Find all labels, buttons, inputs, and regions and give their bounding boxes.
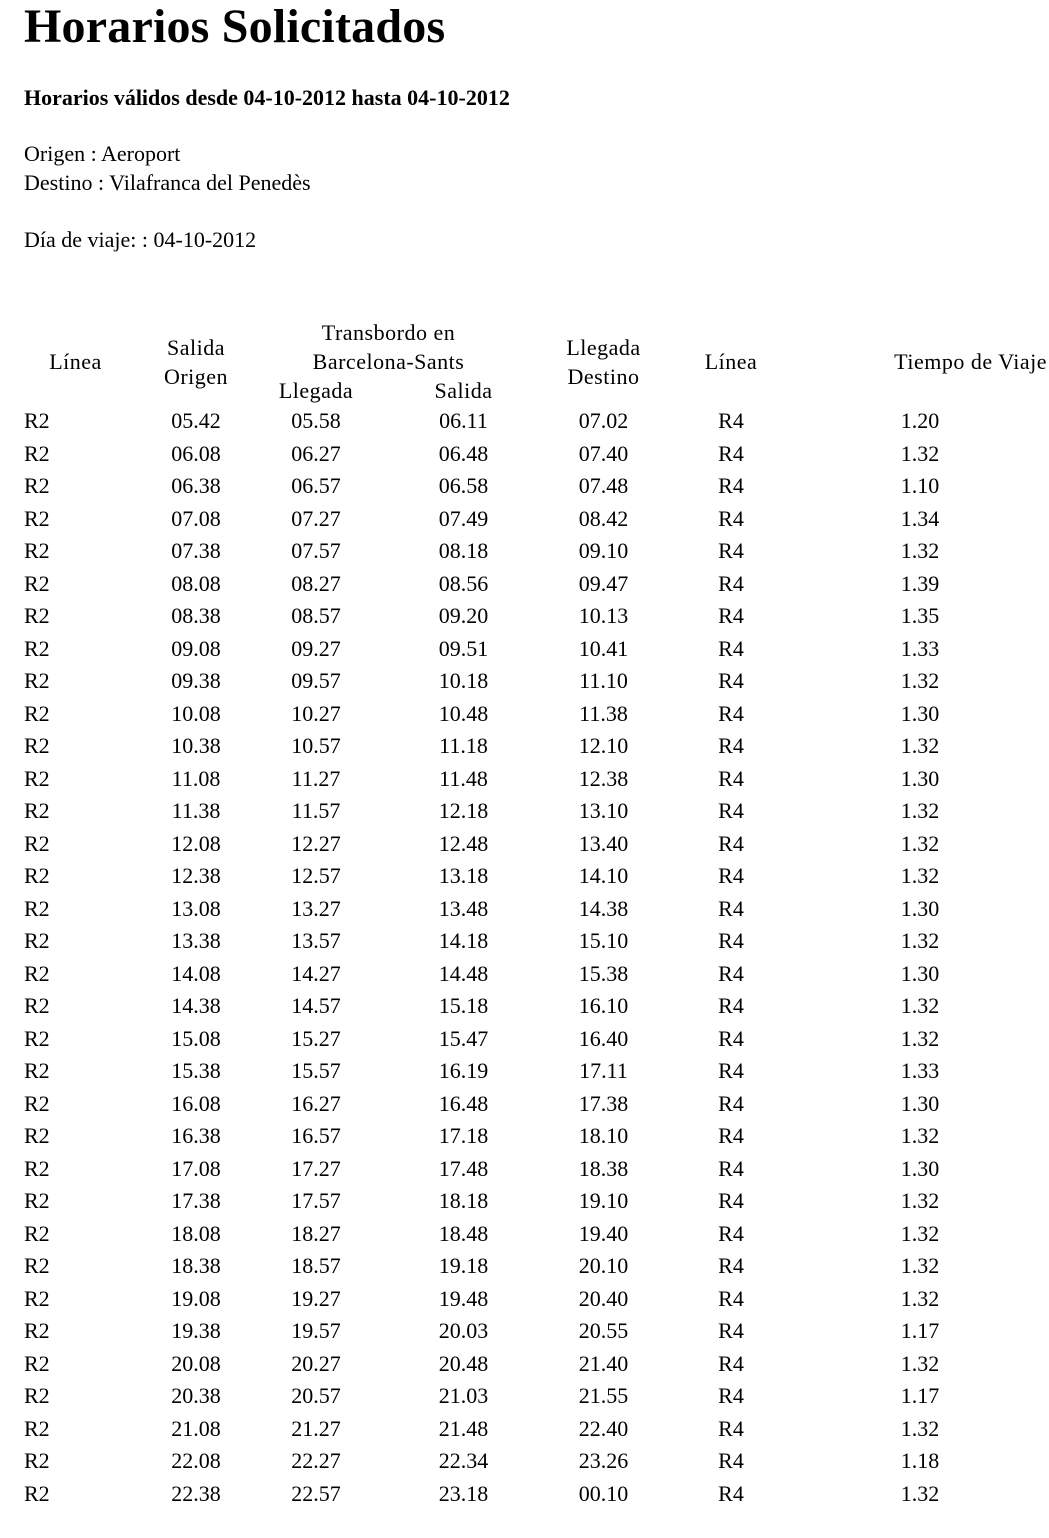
departure-origin-cell: 10.08: [171, 700, 221, 726]
travel-time-cell: 1.17: [900, 1318, 940, 1343]
transfer-departure-cell: 10.48: [438, 700, 489, 726]
travel-time-cell: 1.10: [900, 473, 940, 498]
table-row: [0, 1445, 1049, 1478]
transfer-arrival-cell: 19.57: [291, 1318, 341, 1343]
arrival-destination-cell: 13.10: [578, 798, 629, 823]
line-origin-cell: R2: [24, 1155, 50, 1181]
line-origin-cell: R2: [24, 1220, 50, 1246]
transfer-arrival-cell: 11.27: [291, 765, 341, 791]
arrival-destination-cell: 09.47: [578, 570, 629, 596]
table-row: [0, 503, 1049, 536]
line-origin-cell: R2: [24, 1383, 50, 1408]
travel-time-cell: 1.32: [900, 668, 940, 693]
line-origin-cell: R2: [24, 960, 50, 986]
table-body: [0, 405, 1049, 1510]
transfer-departure-cell: 14.18: [438, 928, 489, 953]
line-destination-cell: R4: [718, 1155, 744, 1181]
table-row: [0, 1380, 1049, 1413]
schedule-table: [0, 318, 1049, 1510]
line-destination-cell: R4: [718, 538, 744, 563]
table-header: [0, 318, 1049, 405]
travel-time-cell: 1.32: [900, 830, 940, 856]
line-destination-cell: R4: [718, 993, 744, 1018]
travel-time-cell: 1.32: [900, 733, 940, 758]
arrival-destination-cell: 10.41: [578, 635, 629, 661]
line-destination-cell: R4: [718, 895, 744, 921]
line-destination-cell: R4: [718, 1188, 744, 1213]
line-origin-cell: R2: [24, 1123, 50, 1148]
header-transfer-line1: Transbordo en: [321, 320, 456, 345]
arrival-destination-cell: 11.10: [579, 668, 628, 693]
transfer-departure-cell: 06.48: [438, 440, 489, 466]
transfer-departure-cell: 14.48: [438, 960, 489, 986]
transfer-arrival-cell: 08.57: [291, 603, 341, 628]
line-origin-cell: R2: [24, 1090, 50, 1116]
departure-origin-cell: 12.08: [171, 830, 221, 856]
travel-time-cell: 1.32: [900, 1025, 940, 1051]
line-origin-cell: R2: [24, 1253, 50, 1278]
table-row: [0, 828, 1049, 861]
table-row: [0, 860, 1049, 893]
line-origin-cell: R2: [24, 733, 50, 758]
table-row: [0, 1153, 1049, 1186]
transfer-arrival-cell: 07.57: [291, 538, 341, 563]
arrival-destination-cell: 18.38: [578, 1155, 629, 1181]
arrival-destination-cell: 07.48: [578, 473, 629, 498]
line-destination-cell: R4: [718, 1480, 744, 1506]
line-destination-cell: R4: [718, 1253, 744, 1278]
line-destination-cell: R4: [718, 570, 744, 596]
table-row: [0, 1185, 1049, 1218]
origin-station: Origen : Aeroport: [24, 141, 181, 166]
header-line-origin: [0, 318, 151, 405]
line-destination-cell: R4: [718, 635, 744, 661]
transfer-departure-cell: 18.18: [438, 1188, 489, 1213]
header-departure-origin-line1: Salida: [167, 334, 225, 360]
table-row: [0, 1413, 1049, 1446]
line-destination-cell: R4: [718, 733, 744, 758]
line-destination-cell: R4: [718, 473, 744, 498]
header-departure-origin-line2: Origen: [163, 363, 229, 389]
travel-time-cell: 1.30: [900, 960, 940, 986]
line-destination-cell: R4: [718, 830, 744, 856]
header-arrival-destination-line2: Destino: [567, 363, 640, 389]
table-row: [0, 795, 1049, 828]
departure-origin-cell: 22.38: [171, 1480, 221, 1506]
transfer-arrival-cell: 16.27: [291, 1090, 341, 1116]
travel-time-cell: 1.32: [900, 1188, 940, 1213]
transfer-arrival-cell: 17.57: [291, 1188, 341, 1213]
table-row: [0, 1348, 1049, 1381]
transfer-departure-cell: 21.03: [438, 1383, 489, 1408]
table-row: [0, 1478, 1049, 1511]
line-origin-cell: R2: [24, 440, 50, 466]
travel-time-cell: 1.32: [900, 1415, 940, 1441]
arrival-destination-cell: 17.11: [579, 1058, 628, 1083]
validity-period: Horarios válidos desde 04-10-2012 hasta 04-10-2012: [24, 85, 510, 110]
departure-origin-cell: 13.08: [171, 895, 221, 921]
table-row: [0, 438, 1049, 471]
transfer-departure-cell: 16.48: [438, 1090, 489, 1116]
transfer-departure-cell: 19.48: [438, 1285, 489, 1311]
line-origin-cell: R2: [24, 1025, 50, 1051]
departure-origin-cell: 07.38: [171, 538, 221, 563]
arrival-destination-cell: 09.10: [578, 538, 629, 563]
departure-origin-cell: 18.08: [171, 1220, 221, 1246]
arrival-destination-cell: 20.55: [578, 1318, 629, 1343]
table-row: [0, 1250, 1049, 1283]
travel-time-cell: 1.32: [900, 1253, 940, 1278]
line-destination-cell: R4: [718, 1123, 744, 1148]
line-origin-cell: R2: [24, 830, 50, 856]
transfer-arrival-cell: 05.58: [291, 408, 341, 433]
transfer-arrival-cell: 19.27: [291, 1285, 341, 1311]
table-row: [0, 1023, 1049, 1056]
line-origin-cell: R2: [24, 473, 50, 498]
departure-origin-cell: 05.42: [171, 408, 221, 433]
header-line-destination-label: Línea: [704, 349, 758, 374]
travel-time-cell: 1.35: [900, 603, 940, 628]
departure-origin-cell: 15.38: [171, 1058, 221, 1083]
table-row: [0, 958, 1049, 991]
arrival-destination-cell: 13.40: [578, 830, 629, 856]
table-row: [0, 698, 1049, 731]
transfer-departure-cell: 23.18: [438, 1480, 489, 1506]
transfer-arrival-cell: 08.27: [291, 570, 341, 596]
transfer-departure-cell: 07.49: [438, 505, 489, 531]
transfer-arrival-cell: 09.57: [291, 668, 341, 693]
departure-origin-cell: 08.08: [171, 570, 221, 596]
transfer-arrival-cell: 18.57: [291, 1253, 341, 1278]
line-origin-cell: R2: [24, 603, 50, 628]
line-destination-cell: R4: [718, 1058, 744, 1083]
table-row: [0, 1055, 1049, 1088]
line-origin-cell: R2: [24, 993, 50, 1018]
transfer-arrival-cell: 12.57: [291, 863, 341, 888]
line-origin-cell: R2: [24, 1285, 50, 1311]
transfer-arrival-cell: 15.27: [291, 1025, 341, 1051]
arrival-destination-cell: 16.10: [578, 993, 629, 1018]
travel-time-cell: 1.30: [900, 1155, 940, 1181]
travel-time-cell: 1.32: [900, 928, 940, 953]
transfer-arrival-cell: 11.57: [291, 798, 341, 823]
travel-time-cell: 1.30: [900, 1090, 940, 1116]
table-row: [0, 1120, 1049, 1153]
line-origin-cell: R2: [24, 863, 50, 888]
departure-origin-cell: 06.08: [171, 440, 221, 466]
travel-time-cell: 1.32: [900, 538, 940, 563]
line-destination-cell: R4: [718, 863, 744, 888]
line-destination-cell: R4: [718, 798, 744, 823]
line-origin-cell: R2: [24, 1350, 50, 1376]
transfer-arrival-cell: 20.57: [291, 1383, 341, 1408]
arrival-destination-cell: 14.10: [578, 863, 629, 888]
arrival-destination-cell: 15.38: [578, 960, 629, 986]
transfer-departure-cell: 06.58: [438, 473, 489, 498]
transfer-departure-cell: 21.48: [438, 1415, 489, 1441]
travel-time-cell: 1.32: [900, 1220, 940, 1246]
transfer-arrival-cell: 21.27: [291, 1415, 341, 1441]
transfer-departure-cell: 22.34: [438, 1448, 489, 1473]
departure-origin-cell: 16.38: [171, 1123, 221, 1148]
travel-time-cell: 1.32: [900, 798, 940, 823]
header-departure-origin: [151, 318, 241, 405]
table-row: [0, 1088, 1049, 1121]
travel-time-cell: 1.32: [900, 1285, 940, 1311]
line-destination-cell: R4: [718, 928, 744, 953]
transfer-arrival-cell: 15.57: [291, 1058, 341, 1083]
travel-time-cell: 1.17: [900, 1383, 940, 1408]
transfer-arrival-cell: 06.27: [291, 440, 341, 466]
departure-origin-cell: 16.08: [171, 1090, 221, 1116]
transfer-departure-cell: 10.18: [438, 668, 489, 693]
table-row: [0, 1315, 1049, 1348]
header-travel-time-label: Tiempo de Viaje: [894, 349, 1048, 374]
departure-origin-cell: 17.38: [171, 1188, 221, 1213]
arrival-destination-cell: 19.40: [578, 1220, 629, 1246]
departure-origin-cell: 20.38: [171, 1383, 221, 1408]
travel-time-cell: 1.33: [900, 1058, 940, 1083]
departure-origin-cell: 09.38: [171, 668, 221, 693]
transfer-arrival-cell: 10.57: [291, 733, 341, 758]
transfer-departure-cell: 08.18: [438, 538, 489, 563]
departure-origin-cell: 07.08: [171, 505, 221, 531]
destination-station: Destino : Vilafranca del Penedès: [24, 170, 311, 195]
transfer-departure-cell: 13.48: [438, 895, 489, 921]
line-destination-cell: R4: [718, 1025, 744, 1051]
header-arrival-destination-line1: Llegada: [566, 334, 641, 360]
travel-time-cell: 1.30: [900, 700, 940, 726]
transfer-arrival-cell: 14.57: [291, 993, 341, 1018]
arrival-destination-cell: 23.26: [578, 1448, 629, 1473]
line-origin-cell: R2: [24, 505, 50, 531]
line-origin-cell: R2: [24, 1318, 50, 1343]
arrival-destination-cell: 21.55: [578, 1383, 629, 1408]
travel-time-cell: 1.18: [900, 1448, 940, 1473]
line-origin-cell: R2: [24, 798, 50, 823]
line-origin-cell: R2: [24, 1448, 50, 1473]
transfer-arrival-cell: 12.27: [291, 830, 341, 856]
table-row: [0, 470, 1049, 503]
line-destination-cell: R4: [718, 408, 744, 433]
arrival-destination-cell: 16.40: [578, 1025, 629, 1051]
travel-time-cell: 1.33: [900, 635, 940, 661]
departure-origin-cell: 08.38: [171, 603, 221, 628]
travel-day: Día de viaje: : 04-10-2012: [24, 227, 257, 252]
line-destination-cell: R4: [718, 1090, 744, 1116]
departure-origin-cell: 11.38: [171, 798, 221, 823]
transfer-departure-cell: 15.18: [438, 993, 489, 1018]
transfer-departure-cell: 16.19: [438, 1058, 489, 1083]
departure-origin-cell: 21.08: [171, 1415, 221, 1441]
transfer-arrival-cell: 22.27: [291, 1448, 341, 1473]
line-origin-cell: R2: [24, 1480, 50, 1506]
departure-origin-cell: 15.08: [171, 1025, 221, 1051]
table-row: [0, 1218, 1049, 1251]
arrival-destination-cell: 10.13: [578, 603, 629, 628]
transfer-departure-cell: 17.18: [438, 1123, 489, 1148]
table-row: [0, 1283, 1049, 1316]
line-origin-cell: R2: [24, 538, 50, 563]
travel-time-cell: 1.32: [900, 1480, 940, 1506]
line-origin-cell: R2: [24, 895, 50, 921]
departure-origin-cell: 18.38: [171, 1253, 221, 1278]
transfer-departure-cell: 12.48: [438, 830, 489, 856]
arrival-destination-cell: 11.38: [579, 700, 628, 726]
travel-time-cell: 1.34: [900, 505, 940, 531]
line-origin-cell: R2: [24, 1058, 50, 1083]
departure-origin-cell: 22.08: [171, 1448, 221, 1473]
transfer-departure-cell: 11.48: [439, 765, 488, 791]
arrival-destination-cell: 15.10: [578, 928, 629, 953]
transfer-arrival-cell: 14.27: [291, 960, 341, 986]
travel-time-cell: 1.30: [900, 765, 940, 791]
travel-time-cell: 1.30: [900, 895, 940, 921]
transfer-departure-cell: 09.20: [438, 603, 489, 628]
travel-time-cell: 1.32: [900, 863, 940, 888]
transfer-arrival-cell: 09.27: [291, 635, 341, 661]
travel-time-cell: 1.32: [900, 1123, 940, 1148]
line-origin-cell: R2: [24, 1415, 50, 1441]
header-transfer-departure: Salida: [434, 378, 493, 403]
transfer-departure-cell: 11.18: [439, 733, 488, 758]
departure-origin-cell: 09.08: [171, 635, 221, 661]
table-row: [0, 535, 1049, 568]
departure-origin-cell: 20.08: [171, 1350, 221, 1376]
table-row: [0, 600, 1049, 633]
arrival-destination-cell: 08.42: [578, 505, 629, 531]
line-destination-cell: R4: [718, 603, 744, 628]
departure-origin-cell: 11.08: [171, 765, 221, 791]
transfer-departure-cell: 13.18: [438, 863, 489, 888]
transfer-departure-cell: 15.47: [438, 1025, 489, 1051]
transfer-arrival-cell: 07.27: [291, 505, 341, 531]
transfer-arrival-cell: 13.57: [291, 928, 341, 953]
line-destination-cell: R4: [718, 1383, 744, 1408]
table-row: [0, 405, 1049, 438]
arrival-destination-cell: 17.38: [578, 1090, 629, 1116]
departure-origin-cell: 12.38: [171, 863, 221, 888]
transfer-departure-cell: 20.03: [438, 1318, 489, 1343]
line-origin-cell: R2: [24, 570, 50, 596]
transfer-arrival-cell: 06.57: [291, 473, 341, 498]
line-destination-cell: R4: [718, 960, 744, 986]
arrival-destination-cell: 21.40: [578, 1350, 629, 1376]
arrival-destination-cell: 00.10: [578, 1480, 629, 1506]
transfer-arrival-cell: 18.27: [291, 1220, 341, 1246]
line-destination-cell: R4: [718, 700, 744, 726]
arrival-destination-cell: 20.10: [578, 1253, 629, 1278]
transfer-arrival-cell: 17.27: [291, 1155, 341, 1181]
transfer-departure-cell: 18.48: [438, 1220, 489, 1246]
line-destination-cell: R4: [718, 1448, 744, 1473]
line-destination-cell: R4: [718, 440, 744, 466]
arrival-destination-cell: 07.40: [578, 440, 629, 466]
travel-time-cell: 1.32: [900, 993, 940, 1018]
line-destination-cell: R4: [718, 668, 744, 693]
header-line-destination: [671, 318, 791, 405]
header-travel-time: [791, 318, 1049, 405]
travel-time-cell: 1.39: [900, 570, 940, 596]
departure-origin-cell: 19.38: [171, 1318, 221, 1343]
transfer-departure-cell: 17.48: [438, 1155, 489, 1181]
transfer-departure-cell: 12.18: [438, 798, 489, 823]
line-origin-cell: R2: [24, 765, 50, 791]
departure-origin-cell: 10.38: [171, 733, 221, 758]
travel-time-cell: 1.32: [900, 440, 940, 466]
header-transfer-line2: Barcelona-Sants: [312, 349, 465, 374]
line-destination-cell: R4: [718, 1220, 744, 1246]
transfer-departure-cell: 19.18: [438, 1253, 489, 1278]
arrival-destination-cell: 19.10: [578, 1188, 629, 1213]
table-row: [0, 665, 1049, 698]
line-destination-cell: R4: [718, 1415, 744, 1441]
line-destination-cell: R4: [718, 505, 744, 531]
departure-origin-cell: 14.38: [171, 993, 221, 1018]
transfer-arrival-cell: 20.27: [291, 1350, 341, 1376]
table-row: [0, 730, 1049, 763]
header-transfer-arrival: Llegada: [278, 378, 354, 403]
transfer-departure-cell: 06.11: [439, 408, 488, 433]
line-destination-cell: R4: [718, 1285, 744, 1311]
departure-origin-cell: 17.08: [171, 1155, 221, 1181]
header-line-origin-label: Línea: [49, 349, 102, 374]
departure-origin-cell: 06.38: [171, 473, 221, 498]
travel-time-cell: 1.20: [900, 408, 940, 433]
arrival-destination-cell: 07.02: [578, 408, 629, 433]
line-origin-cell: R2: [24, 635, 50, 661]
arrival-destination-cell: 12.10: [578, 733, 629, 758]
transfer-arrival-cell: 16.57: [291, 1123, 341, 1148]
page-title: Horarios Solicitados: [24, 0, 446, 53]
line-origin-cell: R2: [24, 1188, 50, 1213]
table-row: [0, 925, 1049, 958]
arrival-destination-cell: 18.10: [578, 1123, 629, 1148]
line-destination-cell: R4: [718, 765, 744, 791]
arrival-destination-cell: 22.40: [578, 1415, 629, 1441]
line-origin-cell: R2: [24, 668, 50, 693]
transfer-departure-cell: 08.56: [438, 570, 489, 596]
table-row: [0, 568, 1049, 601]
arrival-destination-cell: 14.38: [578, 895, 629, 921]
table-row: [0, 633, 1049, 666]
departure-origin-cell: 13.38: [171, 928, 221, 953]
table-row: [0, 990, 1049, 1023]
transfer-arrival-cell: 10.27: [291, 700, 341, 726]
line-destination-cell: R4: [718, 1318, 744, 1343]
departure-origin-cell: 14.08: [171, 960, 221, 986]
table-row: [0, 763, 1049, 796]
table-row: [0, 893, 1049, 926]
transfer-arrival-cell: 13.27: [291, 895, 341, 921]
transfer-departure-cell: 20.48: [438, 1350, 489, 1376]
arrival-destination-cell: 20.40: [578, 1285, 629, 1311]
departure-origin-cell: 19.08: [171, 1285, 221, 1311]
header-arrival-destination: [536, 318, 671, 405]
line-destination-cell: R4: [718, 1350, 744, 1376]
line-origin-cell: R2: [24, 700, 50, 726]
transfer-arrival-cell: 22.57: [291, 1480, 341, 1506]
arrival-destination-cell: 12.38: [578, 765, 629, 791]
line-origin-cell: R2: [24, 408, 50, 433]
line-origin-cell: R2: [24, 928, 50, 953]
travel-time-cell: 1.32: [900, 1350, 940, 1376]
transfer-departure-cell: 09.51: [438, 635, 489, 661]
